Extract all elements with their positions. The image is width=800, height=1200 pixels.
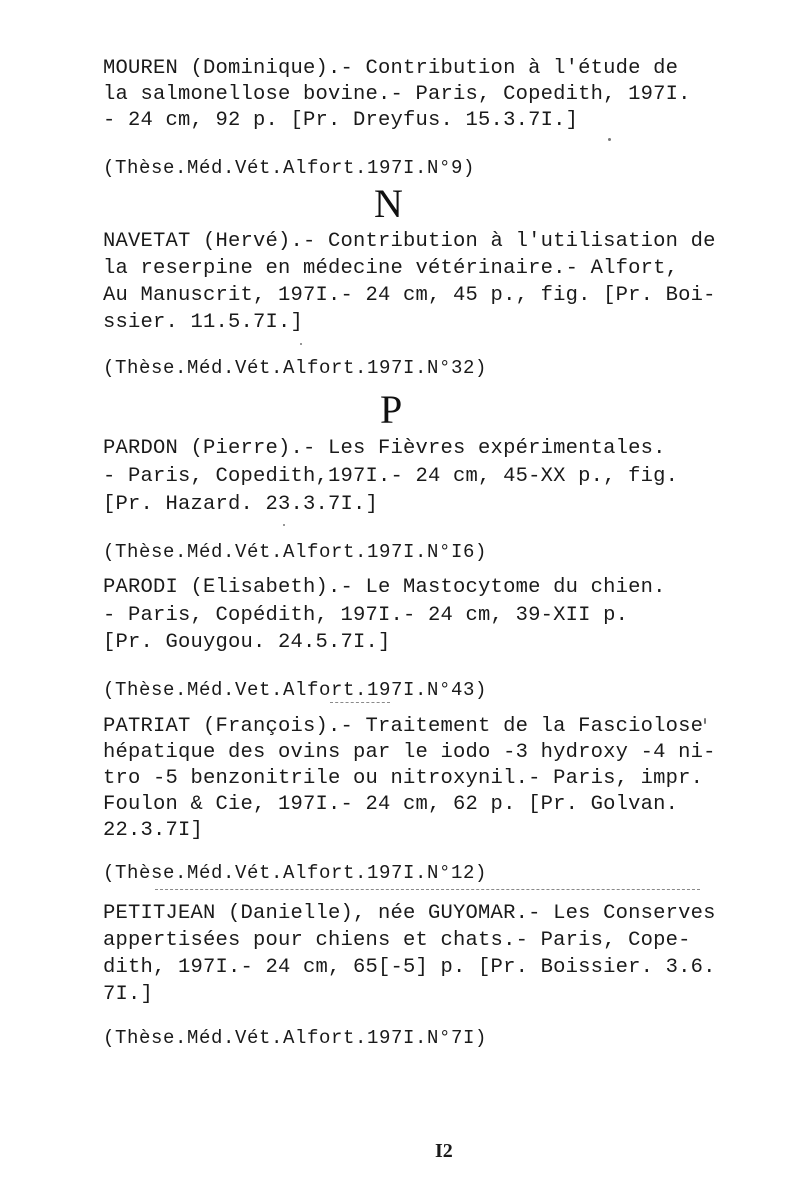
entry-line: ssier. 11.5.7I.] [103, 311, 304, 334]
entry-line: 7I.] [103, 983, 154, 1006]
entry-line: PATRIAT (François).- Traitement de la Fasciolose [103, 715, 704, 738]
entry-line: NAVETAT (Hervé).- Contribution à l'utilisation de [103, 230, 716, 253]
thesis-reference: (Thèse.Méd.Vét.Alfort.197I.N°I6) [103, 541, 488, 563]
section-letter: P [380, 387, 403, 432]
entry-line: PARODI (Elisabeth).- Le Mastocytome du chien. [103, 576, 666, 599]
entry-line: PARDON (Pierre).- Les Fièvres expérimentales. [103, 437, 666, 460]
entry-line: - Paris, Copedith,197I.- 24 cm, 45-XX p., fig. [103, 465, 679, 488]
entry-line: [Pr. Hazard. 23.3.7I.] [103, 493, 379, 516]
thesis-reference: (Thèse.Méd.Vét.Alfort.197I.N°9) [103, 157, 476, 179]
entry-line: [Pr. Gouygou. 24.5.7I.] [103, 631, 391, 654]
entry-line: hépatique des ovins par le iodo -3 hydroxy -4 ni- [103, 741, 716, 764]
entry-line: MOUREN (Dominique).- Contribution à l'étude de [103, 57, 679, 80]
thesis-reference: (Thèse.Méd.Vet.Alfort.197I.N°43) [103, 679, 488, 701]
entry-line: tro -5 benzonitrile ou nitroxynil.- Paris, impr. [103, 767, 704, 790]
entry-line: 22.3.7I] [103, 819, 204, 842]
thesis-reference: (Thèse.Méd.Vét.Alfort.197I.N°7I) [103, 1027, 488, 1049]
scan-speck [283, 524, 285, 526]
thesis-reference: (Thèse.Méd.Vét.Alfort.197I.N°12) [103, 862, 488, 884]
entry-line: la salmonellose bovine.- Paris, Copedith, 197I. [103, 83, 691, 106]
thesis-reference: (Thèse.Méd.Vét.Alfort.197I.N°32) [103, 357, 488, 379]
page-number: I2 [435, 1140, 453, 1162]
entry-line: appertisées pour chiens et chats.- Paris, Cope- [103, 929, 691, 952]
scan-speck [704, 718, 706, 724]
entry-line: PETITJEAN (Danielle), née GUYOMAR.- Les Conserves [103, 902, 716, 925]
entry-line: - Paris, Copédith, 197I.- 24 cm, 39-XII p. [103, 604, 629, 627]
entry-line: la reserpine en médecine vétérinaire.- Alfort, [103, 257, 679, 280]
entry-line: Foulon & Cie, 197I.- 24 cm, 62 p. [Pr. Golvan. [103, 793, 679, 816]
entry-line: Au Manuscrit, 197I.- 24 cm, 45 p., fig. [Pr. Boi- [103, 284, 716, 307]
entry-line: - 24 cm, 92 p. [Pr. Dreyfus. 15.3.7I.] [103, 109, 579, 132]
entry-line: dith, 197I.- 24 cm, 65[-5] p. [Pr. Boissier. 3.6. [103, 956, 716, 979]
scan-artifact-line [330, 702, 390, 703]
scan-speck [608, 138, 611, 141]
scan-speck [300, 343, 302, 345]
section-letter: N [374, 181, 403, 226]
scan-artifact-line [155, 889, 700, 890]
